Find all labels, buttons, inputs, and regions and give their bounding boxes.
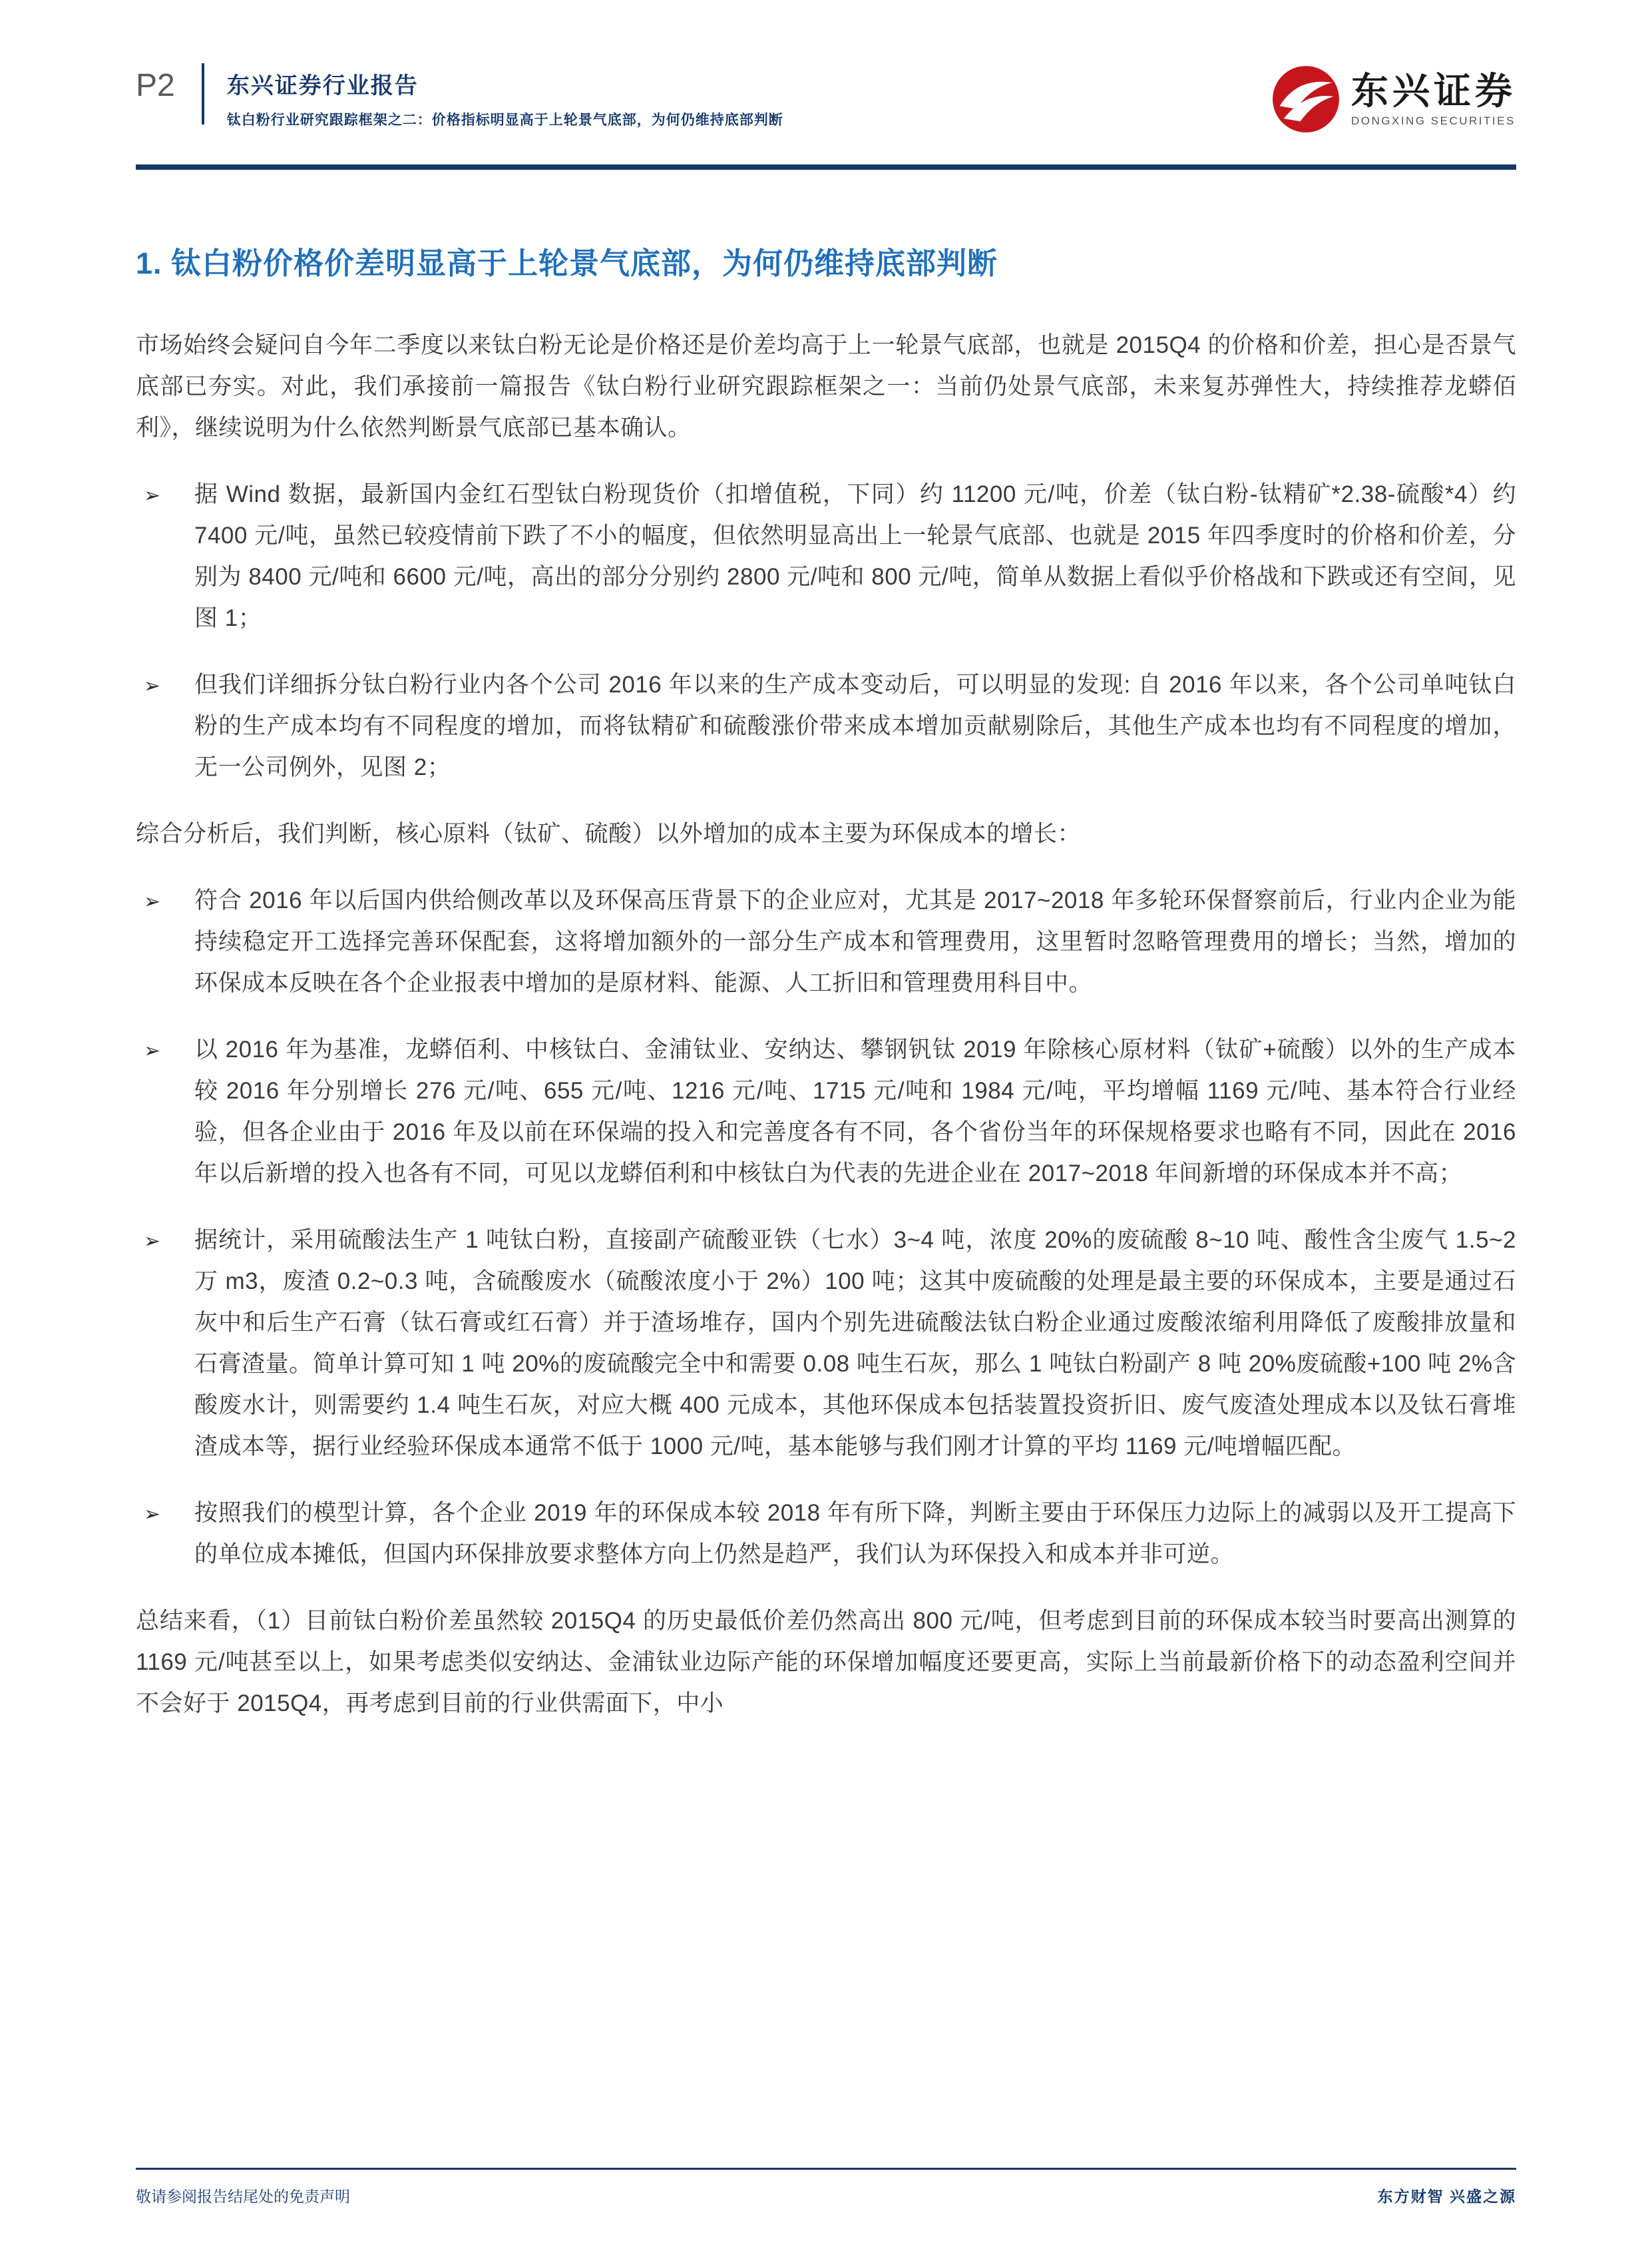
footer-row (136, 2184, 1516, 2206)
page-number: P2 (136, 68, 175, 103)
header-vertical-divider (202, 63, 204, 124)
logo-en-text: DONGXING SECURITIES (1351, 114, 1516, 127)
bullet-item (136, 1493, 1516, 1575)
header-title-group (136, 63, 783, 129)
content-blocks (136, 325, 1516, 1724)
page-header (136, 0, 1516, 134)
bullet-arrow-icon: ➢ (144, 1040, 161, 1062)
section-title: 1. 钛白粉价格价差明显高于上轮景气底部，为何仍维持底部判断 (136, 246, 998, 280)
bullet-arrow-icon: ➢ (144, 485, 161, 507)
dongxing-securities-logo-icon (1271, 65, 1341, 134)
footer-rule (136, 2168, 1516, 2170)
report-series-title: 东兴证券行业报告 (226, 73, 419, 99)
bullet-item (136, 1220, 1516, 1467)
report-subtitle: 钛白粉行业研究跟踪框架之二：价格指标明显高于上轮景气底部，为何仍维持底部判断 (226, 113, 783, 128)
paragraph: 综合分析后，我们判断，核心原料（钛矿、硫酸）以外增加的成本主要为环保成本的增长： (136, 821, 1082, 847)
page-footer (136, 2168, 1516, 2206)
footer-slogan: 东方财智 兴盛之源 (1377, 2188, 1516, 2205)
bullet-item (136, 880, 1516, 1004)
bullet-text: 据 Wind 数据，最新国内金红石型钛白粉现货价（扣增值税，下同）约 11200 元/吨，价差（钛白粉-钛精矿*2.38-硫酸*4）约 7400 元/吨，虽然已较疫情前下跌了不小的幅度，但依然明显高出上一轮景气底部、也就是 2015 年四季度时的价格和价差，分别为 8400 元/吨和 6600 元/吨，高出的部分分别约 2800 元/吨和 800 元/吨，简单从数据上看似乎价格战和下跌或还有空间，见图 1； (194, 481, 1516, 631)
bullet-arrow-icon: ➢ (144, 675, 161, 697)
bullet-text: 据统计，采用硫酸法生产 1 吨钛白粉，直接副产硫酸亚铁（七水）3~4 吨，浓度 20%的废硫酸 8~10 吨、酸性含尘废气 1.5~2 万 m3，废渣 0.2~0.3 吨，含硫酸废水（硫酸浓度小于 2%）100 吨；这其中废硫酸的处理是最主要的环保成本，主要是通过石灰中和后生产石膏（钛石膏或红石膏）并于渣场堆存，国内个别先进硫酸法钛白粉企业通过废酸浓缩利用降低了废酸排放量和石膏渣量。简单计算可知 1 吨 20%的废硫酸完全中和需要 0.08 吨生石灰，那么 1 吨钛白粉副产 8 吨 20%废硫酸+100 吨 2%含酸废水计，则需要约 1.4 吨生石灰，对应大概 400 元成本，其他环保成本包括装置投资折旧、废气废渣处理成本以及钛石膏堆渣成本等，据行业经验环保成本通常不低于 1000 元/吨，基本能够与我们刚才计算的平均 1169 元/吨增幅匹配。 (194, 1227, 1516, 1459)
bullet-text: 符合 2016 年以后国内供给侧改革以及环保高压背景下的企业应对，尤其是 2017~2018 年多轮环保督察前后，行业内企业为能持续稳定开工选择完善环保配套，这将增加额外的一部分生产成本和管理费用，这里暂时忽略管理费用的增长；当然，增加的环保成本反映在各个企业报表中增加的是原材料、能源、人工折旧和管理费用科目中。 (194, 887, 1516, 996)
bullet-arrow-icon: ➢ (144, 891, 161, 913)
bullet-text: 以 2016 年为基准，龙蟒佰利、中核钛白、金浦钛业、安纳达、攀钢钒钛 2019 年除核心原材料（钛矿+硫酸）以外的生产成本较 2016 年分别增长 276 元/吨、655 元/吨、1216 元/吨、1715 元/吨和 1984 元/吨，平均增幅 1169 元/吨、基本符合行业经验，但各企业由于 2016 年及以前在环保端的投入和完善度各有不同，各个省份当年的环保规格要求也略有不同，因此在 2016 年以后新增的投入也各有不同，可见以龙蟒佰利和中核钛白为代表的先进企业在 2017~2018 年间新增的环保成本并不高； (194, 1037, 1516, 1186)
logo-text (1351, 71, 1516, 128)
bullet-arrow-icon: ➢ (144, 1230, 161, 1252)
paragraph: 市场始终会疑问自今年二季度以来钛白粉无论是价格还是价差均高于上一轮景气底部，也就是 2015Q4 的价格和价差，担心是否景气底部已夯实。对此，我们承接前一篇报告《钛白粉行业研究跟踪框架之一：当前仍处景气底部，未来复苏弹性大，持续推荐龙蟒佰利》，继续说明为什么依然判断景气底部已基本确认。 (136, 332, 1516, 441)
bullet-item (136, 664, 1516, 788)
brand-logo (1271, 63, 1516, 134)
bullet-text: 按照我们的模型计算，各个企业 2019 年的环保成本较 2018 年有所下降，判断主要由于环保压力边际上的减弱以及开工提高下的单位成本摊低，但国内环保排放要求整体方向上仍然是趋严，我们认为环保投入和成本并非可逆。 (194, 1500, 1516, 1567)
paragraph: 总结来看，（1）目前钛白粉价差虽然较 2015Q4 的历史最低价差仍然高出 800 元/吨，但考虑到目前的环保成本较当时要高出测算的 1169 元/吨甚至以上，如果考虑类似安纳达、金浦钛业边际产能的环保增加幅度还要更高，实际上当前最新价格下的动态盈利空间并不会好于 2015Q4，再考虑到目前的行业供需面下，中小 (136, 1608, 1516, 1716)
footer-disclaimer: 敬请参阅报告结尾处的免责声明 (136, 2188, 350, 2205)
header-rule (136, 164, 1516, 170)
bullet-item (136, 474, 1516, 639)
bullet-arrow-icon: ➢ (144, 1503, 161, 1525)
bullet-text: 但我们详细拆分钛白粉行业内各个公司 2016 年以来的生产成本变动后，可以明显的发现: 自 2016 年以来，各个公司单吨钛白粉的生产成本均有不同程度的增加，而将钛精矿和硫酸涨价带来成本增加贡献剔除后，其他生产成本也均有不同程度的增加，无一公司例外，见图 2； (194, 672, 1516, 780)
logo-cn-text: 东兴证券 (1351, 70, 1516, 113)
report-body (136, 239, 1516, 1724)
header-titles (227, 63, 783, 129)
bullet-item (136, 1029, 1516, 1194)
